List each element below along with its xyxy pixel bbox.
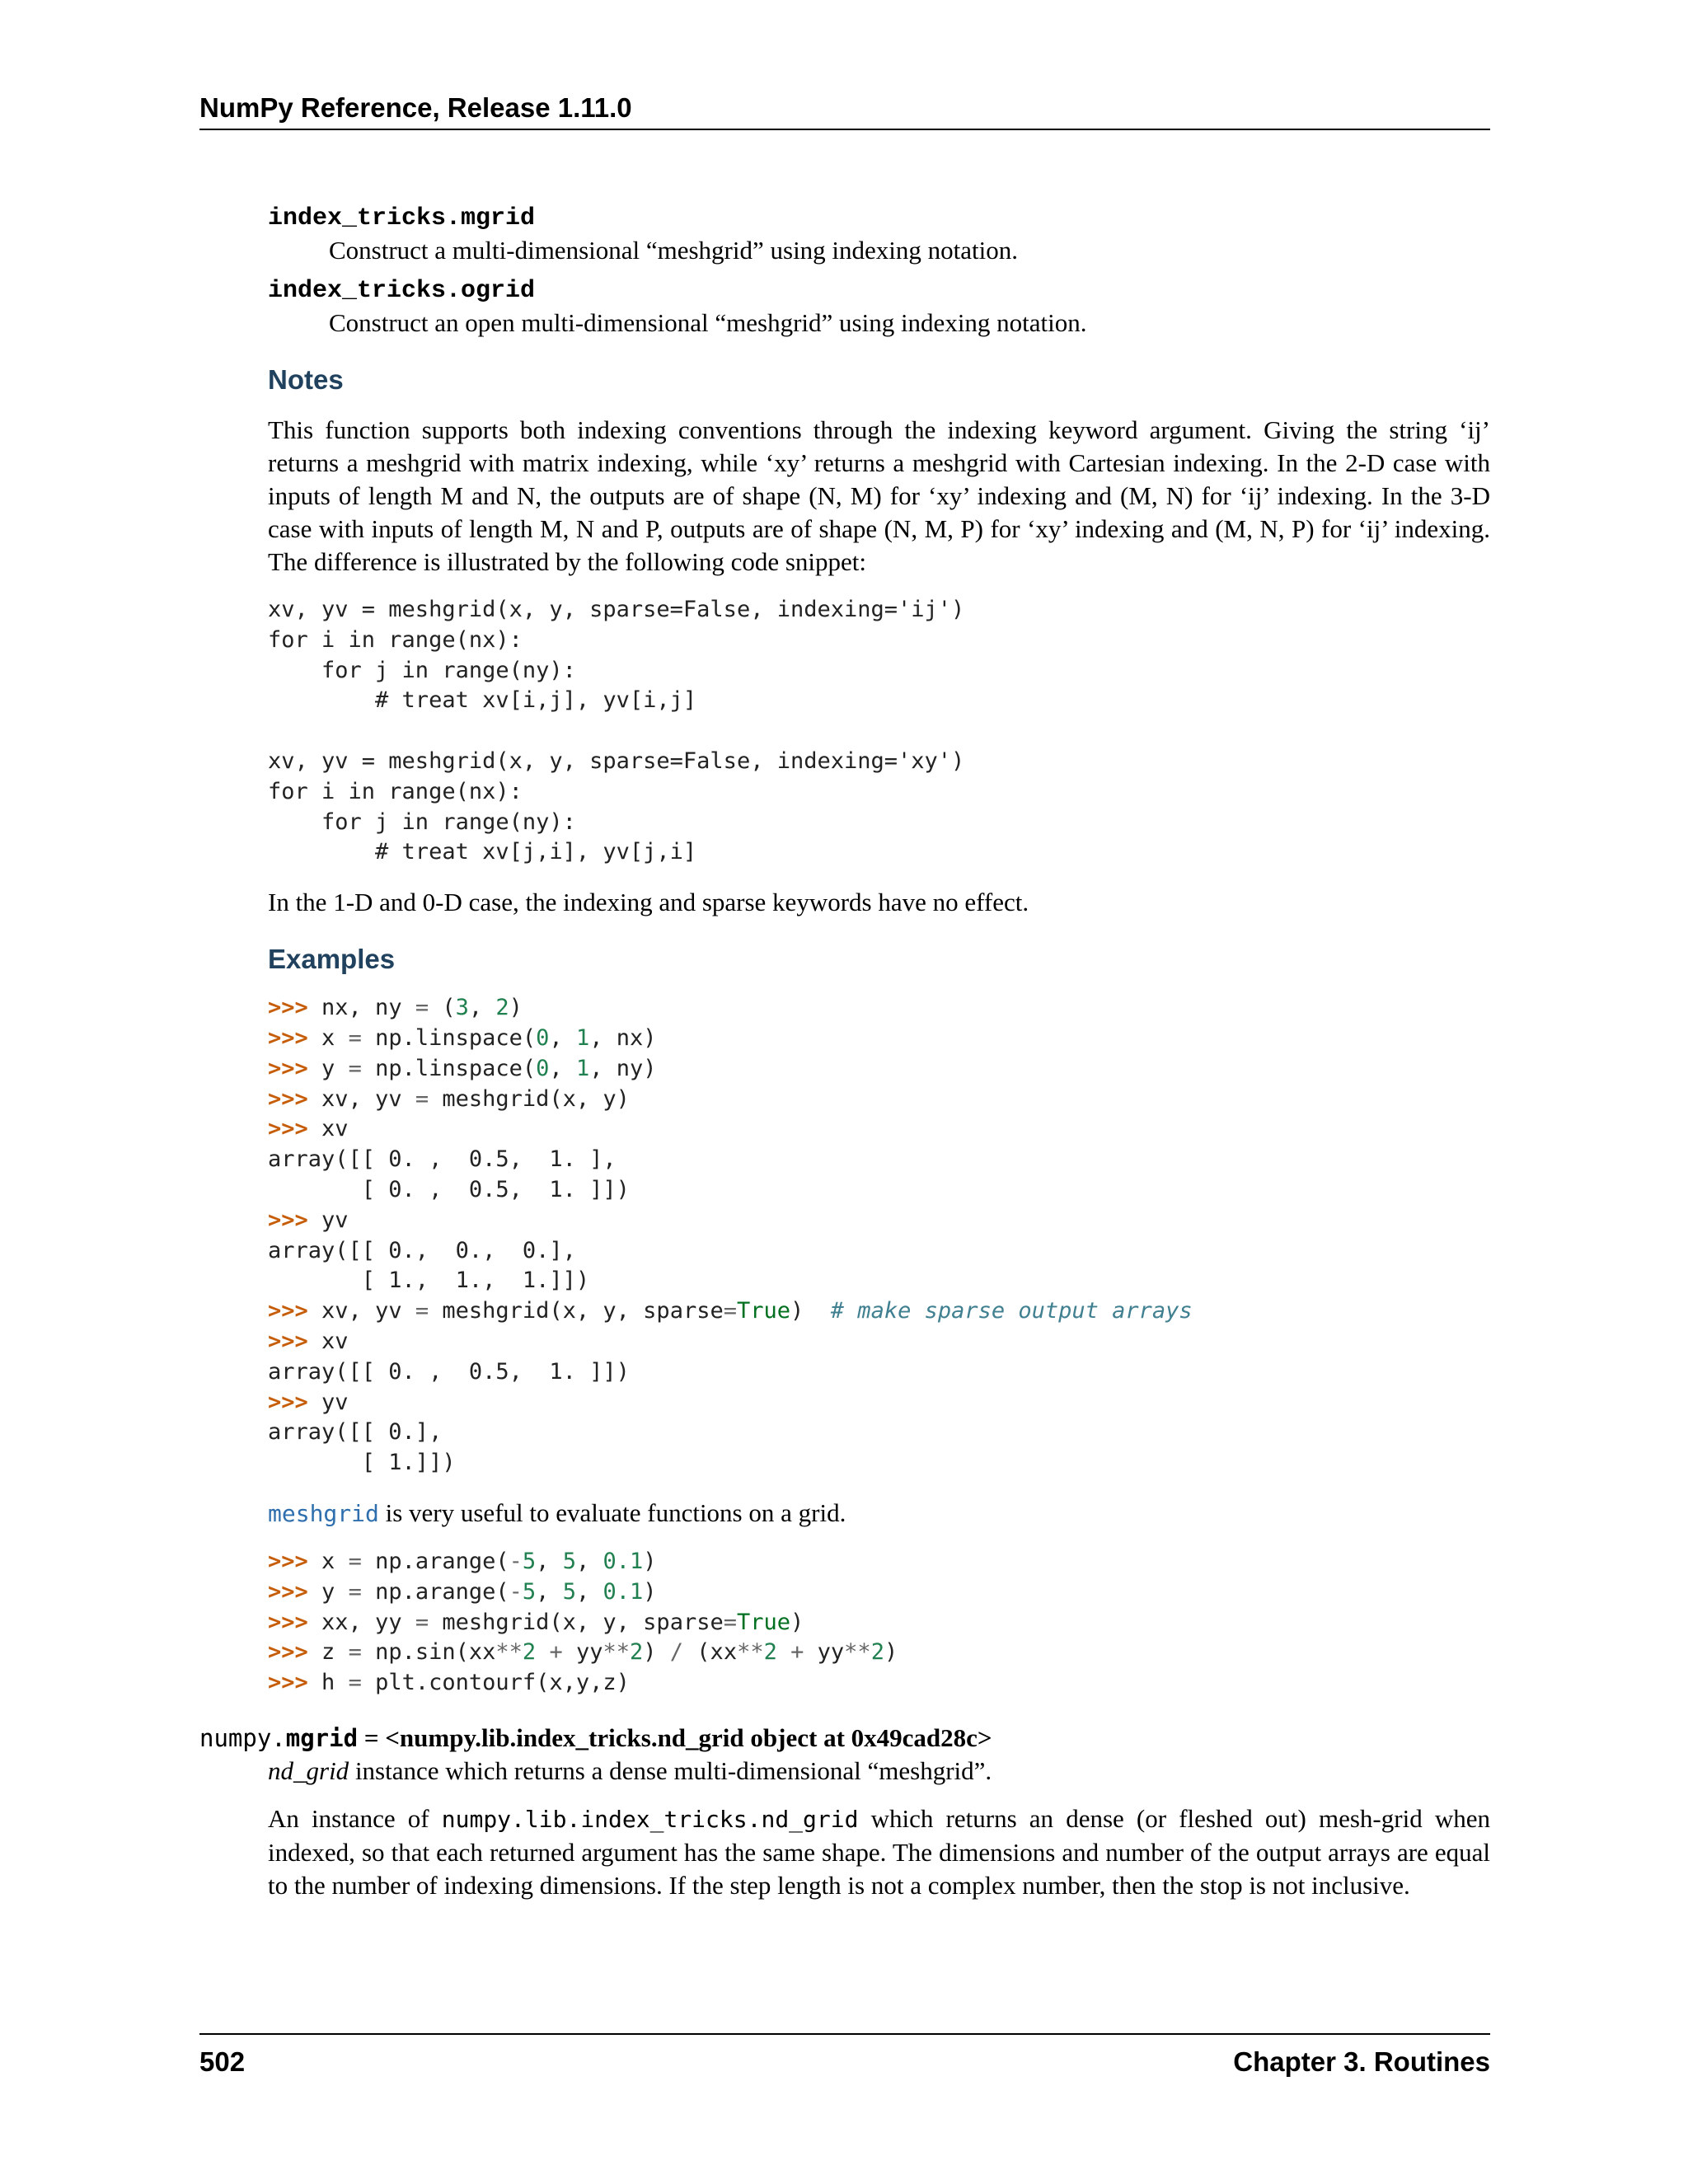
nd-grid-code: numpy.lib.index_tricks.nd_grid (441, 1805, 859, 1833)
code-token: meshgrid(x, y, sparse (429, 1298, 724, 1324)
code-token: y (307, 1578, 349, 1605)
code-line (268, 1450, 456, 1475)
code-line (268, 1238, 576, 1263)
prompt-token: >>> (268, 1389, 308, 1415)
code-token: np.sin(xx (361, 1639, 496, 1666)
code-token: 1 (575, 1055, 590, 1081)
code-token: [ 1.]]) (268, 1450, 456, 1476)
code-token: yy (804, 1639, 845, 1666)
code-token: True (736, 1609, 791, 1635)
code-token: ** (844, 1639, 871, 1666)
code-line (268, 1116, 349, 1141)
code-token: , (549, 1055, 576, 1081)
code-token: = (348, 1670, 362, 1696)
prompt-token: >>> (268, 1055, 308, 1081)
code-token: , (575, 1548, 603, 1574)
code-token: x (307, 1548, 349, 1574)
code-token: 2 (630, 1639, 644, 1666)
code-token: ) (884, 1639, 898, 1666)
code-token: - (509, 1578, 523, 1605)
code-token: 0.1 (603, 1578, 644, 1605)
code-line (268, 1329, 349, 1354)
code-token: ) (643, 1548, 657, 1574)
code-token: ( (429, 995, 456, 1021)
code-token: array([[ 0.], (268, 1419, 443, 1446)
code-token: , (536, 1578, 563, 1605)
see-also-term-ogrid[interactable]: index_tricks.ogrid (268, 277, 536, 305)
code-token: ) (643, 1639, 670, 1666)
meshgrid-useful-text (268, 1497, 1490, 1530)
code-line (268, 1639, 898, 1665)
code-line (268, 1146, 617, 1172)
code-line (268, 1579, 657, 1605)
code-token: z (307, 1639, 349, 1666)
code-token: 2 (870, 1639, 884, 1666)
examples-code-block-1 (268, 993, 1490, 1479)
code-token: True (736, 1298, 791, 1324)
code-token: h (307, 1670, 349, 1696)
sig-prefix: numpy. (199, 1723, 286, 1752)
code-token: = (348, 1639, 362, 1666)
notes-code-block: xv, yv = meshgrid(x, y, sparse=False, indexing='ij') for i in range(nx): for j in range(ny): # treat xv[i,j], yv[i,j] xv, yv = meshgrid(x, y, sparse=False, indexing='xy') for i in range(nx): for j in range(ny): # treat xv[j,i], yv[j,i] (268, 597, 965, 865)
code-token: 5 (522, 1578, 537, 1605)
see-also-desc-ogrid: Construct an open multi-dimensional “meshgrid” using indexing notation. (329, 308, 1087, 337)
code-token: = (415, 1298, 429, 1324)
code-token: = (415, 995, 429, 1021)
page-content (199, 203, 1490, 1902)
code-token: 3 (455, 995, 469, 1021)
chapter-title: Chapter 3. Routines (1233, 2046, 1490, 2077)
prompt-token: >>> (268, 1548, 308, 1574)
code-token: xv, yv (307, 1298, 415, 1324)
code-line (268, 1056, 656, 1081)
code-token: # make sparse output arrays (830, 1298, 1193, 1324)
code-token: x (307, 1024, 349, 1051)
code-token: nx, ny (307, 995, 415, 1021)
code-token: 5 (562, 1578, 576, 1605)
code-token: , ny) (589, 1055, 657, 1081)
code-token: 5 (522, 1548, 537, 1574)
code-token: ** (495, 1639, 523, 1666)
header-title: NumPy Reference, Release 1.11.0 (199, 92, 632, 123)
code-token: + (549, 1639, 563, 1666)
code-token: 1 (575, 1024, 590, 1051)
code-token: xx, yy (307, 1609, 415, 1635)
code-token: [ 0. , 0.5, 1. ]]) (268, 1176, 630, 1202)
prompt-token: >>> (268, 1609, 308, 1635)
code-token: , nx) (589, 1024, 657, 1051)
code-token: y (307, 1055, 349, 1081)
code-token: 0 (536, 1024, 550, 1051)
code-token: array([[ 0. , 0.5, 1. ], (268, 1146, 617, 1173)
code-token: = (723, 1298, 737, 1324)
prompt-token: >>> (268, 1328, 308, 1354)
short-desc-rest: instance which returns a dense multi-dimensional “meshgrid”. (349, 1755, 992, 1785)
code-token: , (536, 1548, 563, 1574)
code-token (536, 1639, 549, 1665)
mgrid-short-desc (268, 1755, 1490, 1788)
useful-text: is very useful to evaluate functions on a grid. (378, 1497, 846, 1527)
code-token: 2 (495, 995, 509, 1021)
code-token: + (790, 1639, 804, 1666)
code-token: meshgrid(x, y) (429, 1085, 630, 1112)
code-line (268, 1670, 630, 1695)
code-line (268, 1025, 656, 1051)
code-line (268, 995, 523, 1020)
code-line (268, 1298, 1193, 1324)
prompt-token: >>> (268, 1639, 308, 1666)
code-line (268, 1268, 589, 1293)
code-token: np.linspace( (361, 1055, 537, 1081)
code-token: 2 (522, 1639, 537, 1666)
long-desc-post: which returns an dense (or fleshed out) mesh-grid when indexed, so that each returned argument has the same shape. The dimensions and number of the output arrays are equal to the number of indexing dimensions. If the step length is not a complex number, then the stop is not inclusive. (268, 1803, 1490, 1900)
page-number: 502 (199, 2046, 246, 2077)
code-token: xv (307, 1328, 349, 1354)
prompt-token: >>> (268, 1670, 308, 1696)
code-token: yv (307, 1389, 349, 1415)
notes-heading: Notes (268, 364, 344, 395)
code-token: np.arange( (361, 1578, 509, 1605)
code-line (268, 1610, 804, 1635)
examples-heading: Examples (268, 944, 396, 975)
sig-value: = <numpy.lib.index_tricks.nd_grid object at 0x49cad28c> (358, 1722, 992, 1752)
code-token: , (549, 1024, 576, 1051)
page-header (199, 92, 1490, 130)
code-line (268, 1390, 349, 1415)
code-line (268, 1419, 442, 1445)
sig-name: mgrid (285, 1723, 359, 1752)
prompt-token: >>> (268, 995, 308, 1021)
code-token: , (575, 1578, 603, 1605)
notes-paragraph: This function supports both indexing conventions through the indexing keyword argument. Giving the string ‘ij’ returns a meshgrid with matrix indexing, while ‘xy’ returns a meshgrid with Cartesian indexing. In the 2-D case with inputs of length M and N, the outputs are of shape (N, M) for ‘xy’ indexing and (M, N) for ‘ij’ indexing. In the 3-D case with inputs of length M, N and P, outputs are of shape (N, M, P) for ‘xy’ indexing and (M, N, P) for ‘ij’ indexing. The difference is illustrated by the following code snippet: (268, 415, 1490, 576)
code-token: = (415, 1609, 429, 1635)
code-line (268, 1549, 657, 1574)
code-token: 5 (562, 1548, 576, 1574)
code-token: xv, yv (307, 1085, 415, 1112)
examples-code-block-2 (268, 1547, 1490, 1699)
code-token: = (723, 1609, 737, 1635)
prompt-token: >>> (268, 1116, 308, 1142)
code-token: , (468, 995, 496, 1021)
notes-after-text: In the 1-D and 0-D case, the indexing and sparse keywords have no effect. (268, 888, 1029, 917)
code-token: / (669, 1639, 684, 1666)
code-token: np.linspace( (361, 1024, 537, 1051)
prompt-token: >>> (268, 1085, 308, 1112)
code-token: 0 (536, 1055, 550, 1081)
code-line (268, 1177, 630, 1202)
code-token: ) (790, 1298, 831, 1324)
see-also-desc-mgrid: Construct a multi-dimensional “meshgrid” using indexing notation. (329, 236, 1019, 265)
code-token: = (348, 1578, 362, 1605)
page-footer (199, 2033, 1490, 2078)
code-token: = (415, 1085, 429, 1112)
code-token: xv (307, 1116, 349, 1142)
prompt-token: >>> (268, 1298, 308, 1324)
code-token: 0.1 (603, 1548, 644, 1574)
code-token: [ 1., 1., 1.]]) (268, 1268, 590, 1294)
mgrid-signature (199, 1722, 1490, 1755)
code-token: ** (603, 1639, 630, 1666)
prompt-token: >>> (268, 1207, 308, 1233)
prompt-token: >>> (268, 1578, 308, 1605)
code-token: ) (509, 995, 523, 1021)
code-token: = (348, 1055, 362, 1081)
nd-grid-em: nd_grid (268, 1755, 349, 1785)
mgrid-long-desc (268, 1802, 1490, 1902)
code-line (268, 1086, 630, 1112)
code-token: yy (562, 1639, 603, 1666)
code-token: plt.contourf(x,y,z) (361, 1670, 630, 1696)
code-token: meshgrid(x, y, sparse (429, 1609, 724, 1635)
prompt-token: >>> (268, 1024, 308, 1051)
code-token: = (348, 1024, 362, 1051)
long-desc-pre: An instance of (268, 1803, 442, 1833)
code-token: array([[ 0., 0., 0.], (268, 1237, 576, 1263)
code-token: - (509, 1548, 523, 1574)
code-token: ** (737, 1639, 764, 1666)
code-line (268, 1359, 630, 1385)
code-token: = (348, 1548, 362, 1574)
code-token: yv (307, 1207, 349, 1233)
see-also-term-mgrid[interactable]: index_tricks.mgrid (268, 204, 536, 232)
code-token: (xx (683, 1639, 738, 1666)
code-token (777, 1639, 790, 1665)
code-token: 2 (763, 1639, 777, 1666)
code-token: np.arange( (361, 1548, 509, 1574)
see-also-list (268, 203, 1490, 1699)
code-line (268, 1207, 349, 1233)
code-token: ) (790, 1609, 804, 1635)
meshgrid-link[interactable]: meshgrid (268, 1499, 379, 1527)
code-token: array([[ 0. , 0.5, 1. ]]) (268, 1358, 630, 1385)
code-token: ) (643, 1578, 657, 1605)
